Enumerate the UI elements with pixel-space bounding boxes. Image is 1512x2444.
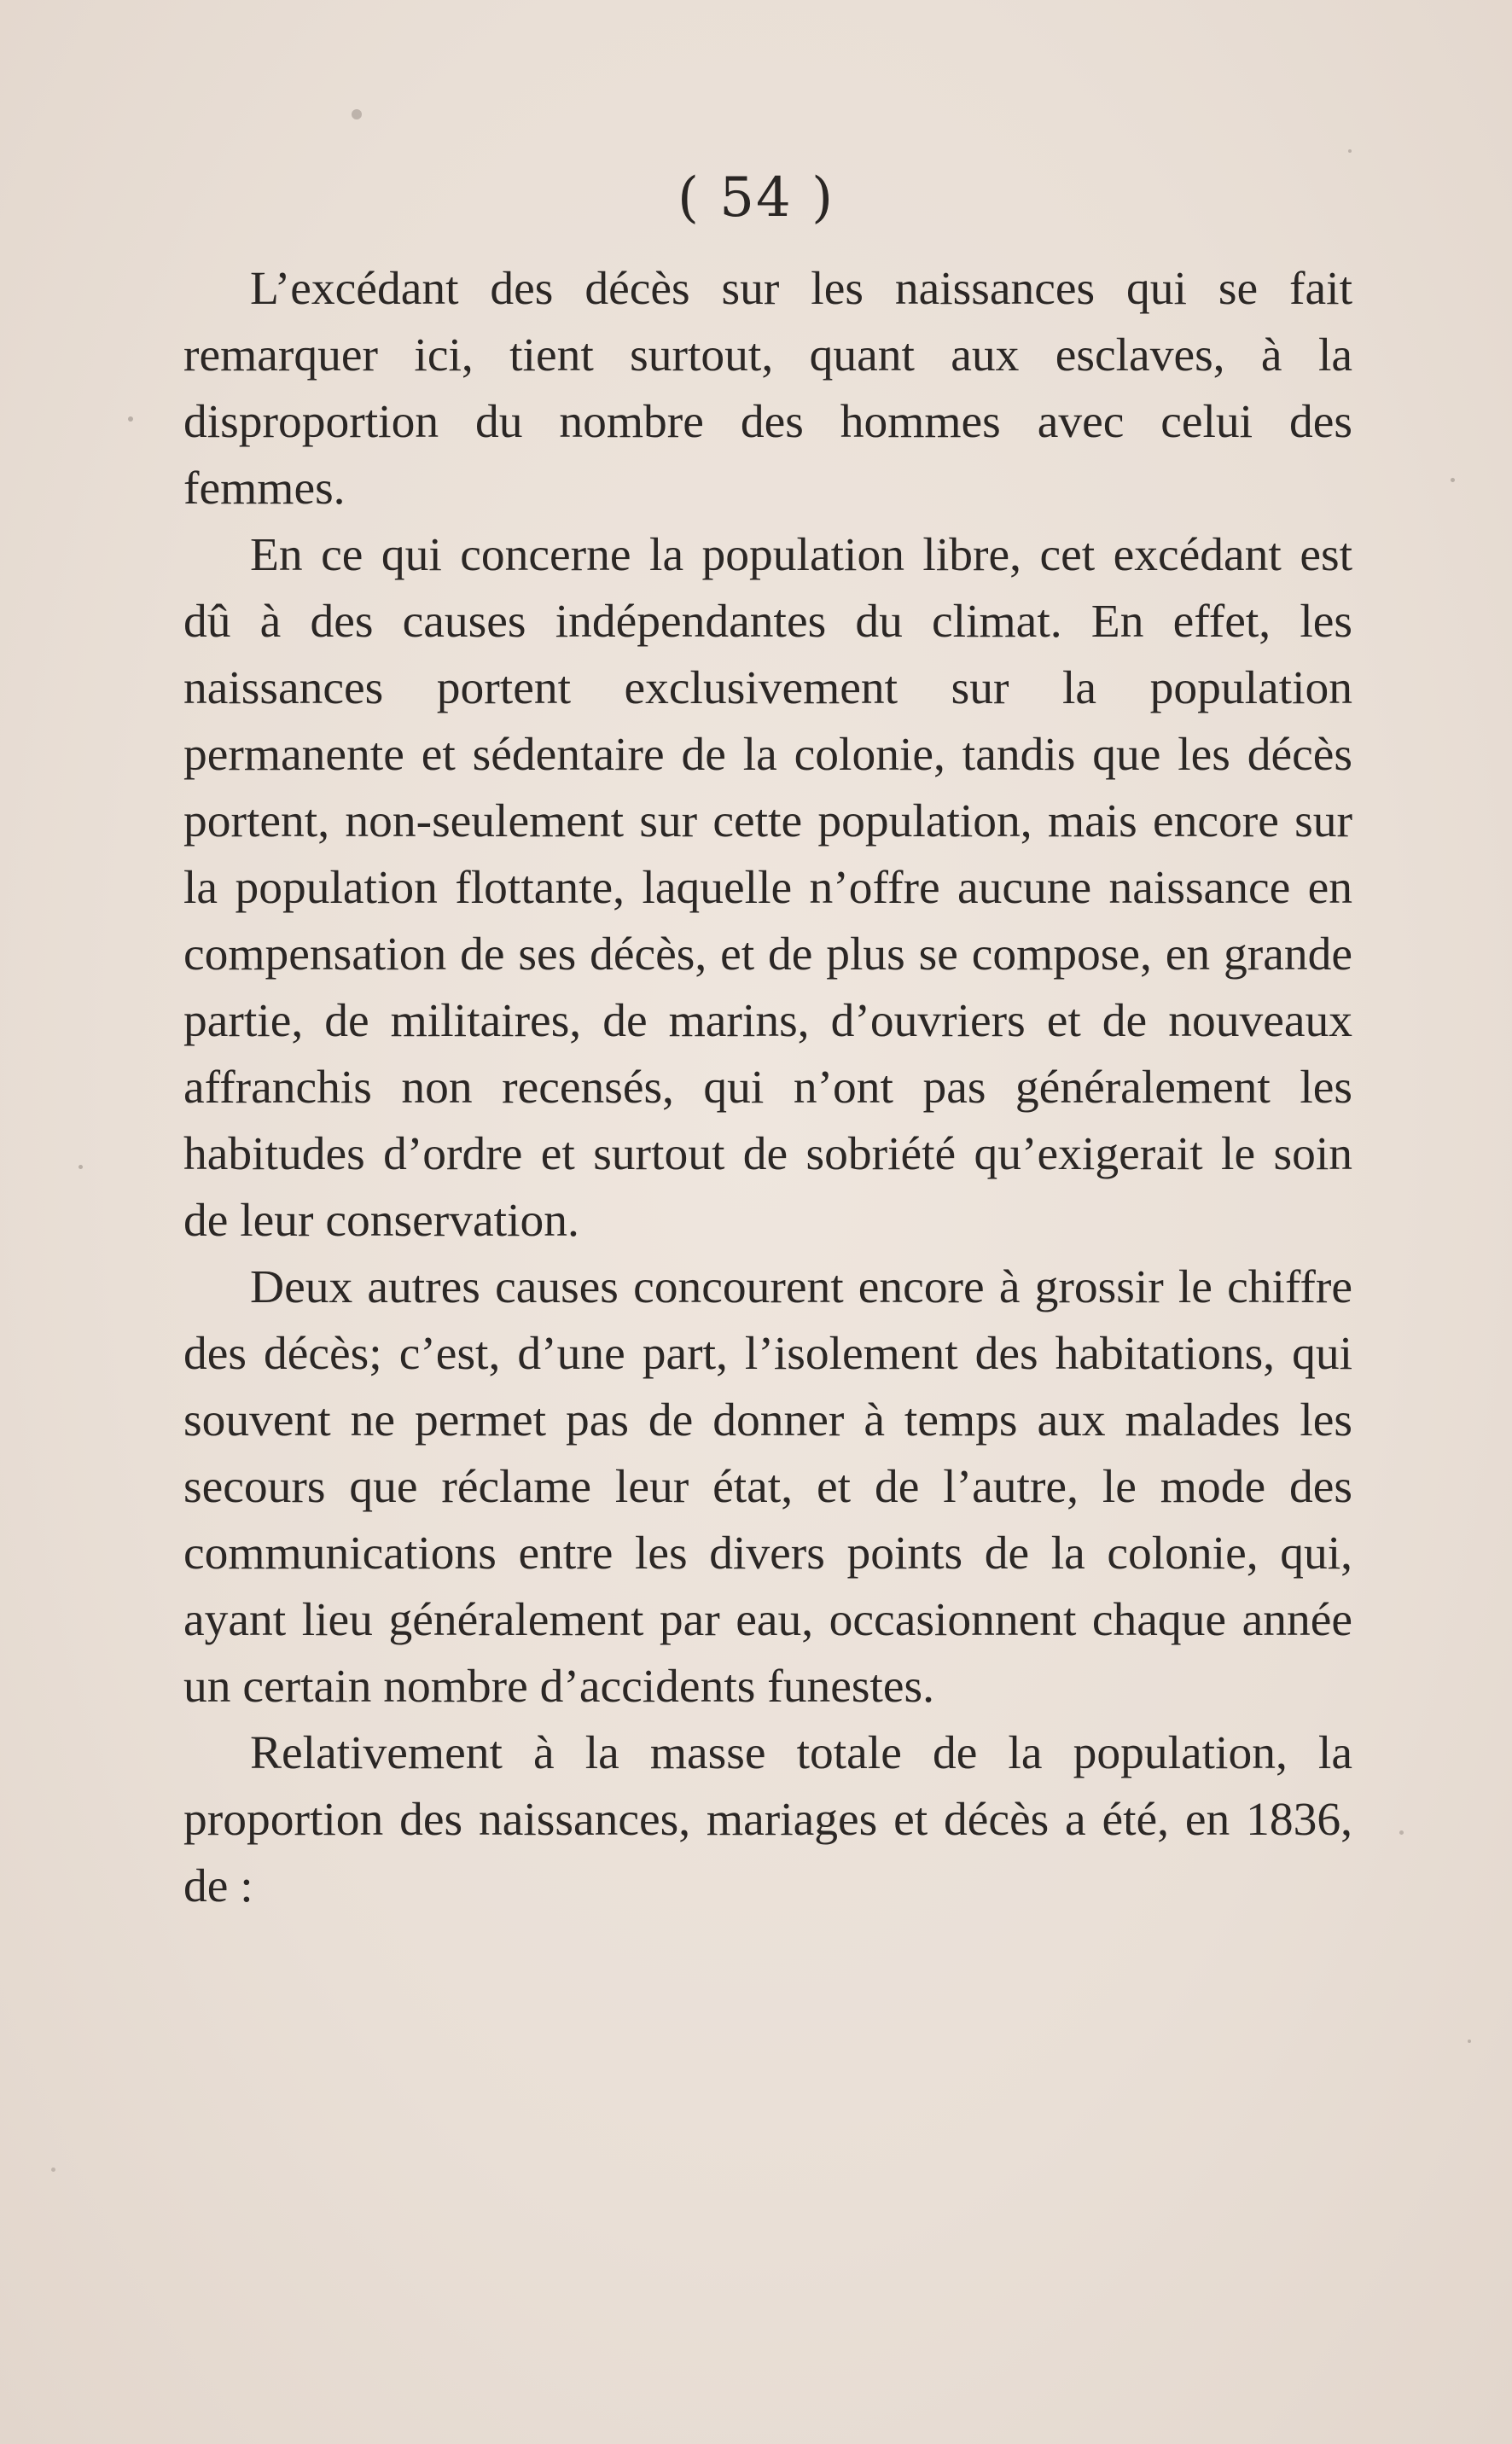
paper-speck (79, 1165, 83, 1169)
body-text (183, 256, 1352, 1920)
paper-speck (128, 416, 133, 422)
paper-speck (1348, 149, 1352, 153)
paragraph-1: L’excédant des décès sur les naissances qui se fait remarquer ici, tient surtout, quant aux esclaves, à la disproportion du nombre des hommes avec celui des femmes. (183, 263, 1352, 515)
paragraph-4: Relativement à la masse totale de la population, la proportion des naissances, mariages et décès a été, en 1836, de : (183, 1727, 1352, 1912)
paper-speck (352, 109, 362, 119)
paper-speck (51, 2168, 55, 2172)
paper-speck (1468, 2040, 1471, 2043)
paragraph-2: En ce qui concerne la population libre, cet excédant est dû à des causes indépendantes du climat. En effet, les naissances portent exclusivement sur la population permanente et sédentaire de la colonie, tandis que les décès portent, non-seulement sur cette population, mais encore sur la population flottante, laquelle n’offre aucune naissance en compensation de ses décès, et de plus se compose, en grande partie, de militaires, de marins, d’ouvriers et de nouveaux affranchis non recensés, qui n’ont pas généralement les habitudes d’ordre et surtout de sobriété qu’exigerait le soin de leur conservation. (183, 529, 1352, 1247)
page-number: ( 54 ) (677, 166, 835, 230)
paragraph-3: Deux autres causes concourent encore à grossir le chiffre des décès; c’est, d’une part, l’isolement des habitations, qui souvent ne permet pas de donner à temps aux malades les secours que réclame leur état, et de l’autre, le mode des communications entre les divers points de la colonie, qui, ayant lieu généralement par eau, occasionnent chaque année un certain nombre d’accidents funestes. (183, 1261, 1352, 1713)
paper-speck (1399, 1830, 1404, 1835)
paper-speck (1451, 478, 1455, 482)
